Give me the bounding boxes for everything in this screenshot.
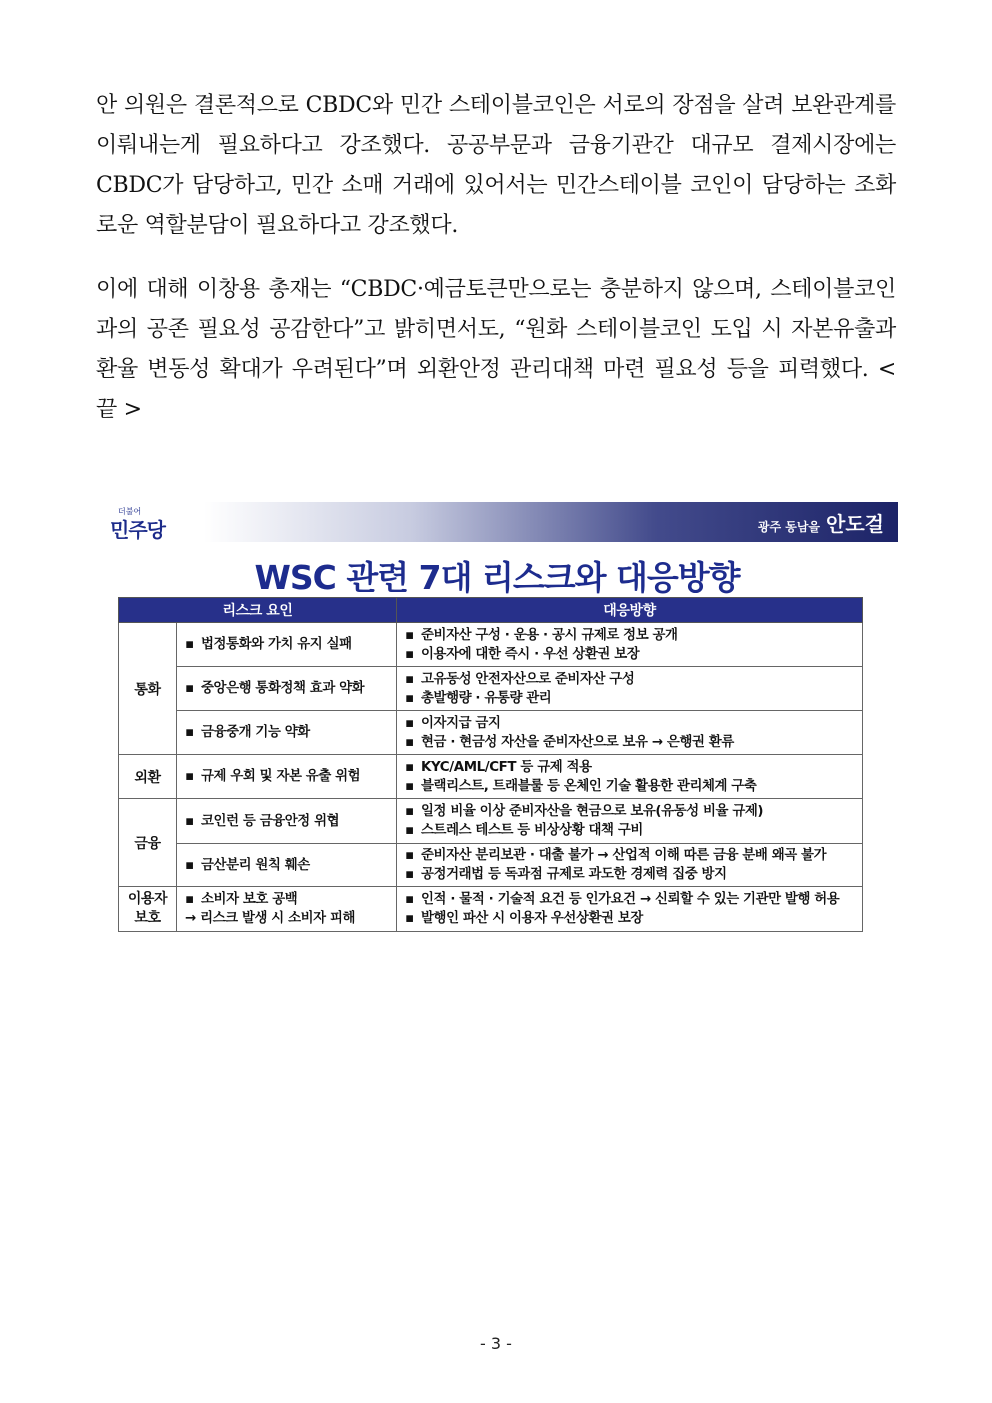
bullet-icon: ▪ [405,804,414,819]
response-cell [397,711,863,755]
bullet-icon: ▪ [405,734,414,750]
risk-factor-text: 법정통화와 가치 유지 실패 [201,637,352,652]
response-cell [397,799,863,844]
bullet-icon: ▪ [405,911,414,926]
bullet-icon: ▪ [405,627,414,643]
risk-factor-cell [177,887,397,932]
risk-factor-line [185,890,396,909]
bullet-icon: ▪ [185,637,194,652]
party-logo [104,506,204,540]
table-row [119,799,863,844]
response-cell [397,887,863,932]
response-cell [397,667,863,711]
risk-factor-text: 금산분리 원칙 훼손 [201,857,310,873]
response-text: 발행인 파산 시 이용자 우선상환권 보장 [421,911,643,926]
response-text: KYC/AML/CFT 등 규제 적용 [421,759,592,775]
party-logo-name: 민주당 [110,518,165,542]
response-text: 준비자산 분리보관 · 대출 불가 → 산업적 이해 따른 금융 분배 왜곡 불가 [421,848,827,863]
response-cell [397,844,863,887]
response-text: 총발행량 · 유통량 관리 [421,690,552,706]
infographic-title: WSC 관련 7대 리스크와 대응방향 [254,558,740,597]
risk-factor-line [185,767,396,786]
bullet-icon: ▪ [405,715,414,731]
bullet-icon: ▪ [185,892,194,907]
response-text: 이용자에 대한 즉시 · 우선 상환권 보장 [421,646,640,662]
risk-factor-cell [177,755,397,799]
risk-factor-cell [177,711,397,755]
paragraph-governor-response: 이에 대해 이창용 총재는 “CBDC·예금토큰만으로는 충분하지 않으며, 스테이블코인과의 공존 필요성 공감한다”고 밝히면서도, “원화 스테이블코인 도입 시 자본유출과 환율 변동성 확대가 우려된다”며 외환안정 관리대책 마련 필요성 등을 피력했다. < 끝 > [96,277,896,422]
response-line [405,689,862,708]
bullet-icon: ▪ [185,857,194,873]
bullet-icon: ▪ [185,681,194,696]
bullet-icon: ▪ [185,813,194,829]
response-line [405,758,862,777]
response-line [405,846,862,865]
page-number: - 3 - [480,1334,512,1353]
bullet-icon: ▪ [405,778,414,794]
response-text: 고유동성 안전자산으로 준비자산 구성 [421,671,635,687]
table-row [119,711,863,755]
bullet-icon: ▪ [405,848,414,863]
response-text: 공정거래법 등 독과점 규제로 과도한 경제력 집중 방지 [421,867,727,882]
risk-factor-text: → 리스크 발생 시 소비자 피해 [185,911,356,926]
member-name: 안도걸 [826,512,884,536]
risk-factor-line [185,723,396,742]
response-cell [397,623,863,667]
risk-factor-cell [177,844,397,887]
header-response: 대응방향 [397,598,863,623]
bullet-icon: ▪ [185,769,194,784]
response-line [405,909,862,928]
bullet-icon: ▪ [185,725,194,740]
risk-factor-text: 중앙은행 통화정책 효과 약화 [201,681,365,696]
response-line [405,645,862,664]
risk-table [118,597,863,932]
bullet-icon: ▪ [405,690,414,706]
response-text: 이자지급 금지 [421,715,501,731]
risk-factor-line [185,635,396,654]
risk-factor-text: 소비자 보호 공백 [201,892,298,907]
response-line [405,670,862,689]
response-text: 준비자산 구성 · 운용 · 공시 규제로 정보 공개 [421,627,678,643]
bullet-icon: ▪ [405,823,414,838]
bullet-icon: ▪ [405,867,414,882]
risk-factor-text: 금융중개 기능 약화 [201,725,310,740]
party-logo-small-text: 더불어 [118,507,142,516]
risk-factor-line [185,909,396,928]
response-line [405,714,862,733]
category-cell: 외환 [119,755,177,799]
response-line [405,865,862,884]
table-row [119,887,863,932]
response-line [405,890,862,909]
risk-factor-line [185,679,396,698]
bullet-icon: ▪ [405,759,414,775]
risk-table-body [119,623,863,932]
response-line [405,777,862,796]
bullet-icon: ▪ [405,671,414,687]
risk-factor-cell [177,667,397,711]
bullet-icon: ▪ [405,892,414,907]
category-cell: 통화 [119,623,177,755]
response-line [405,802,862,821]
risk-factor-line [185,856,396,875]
response-line [405,821,862,840]
category-cell: 금융 [119,799,177,887]
risk-factor-cell [177,623,397,667]
member-region: 광주 동남을 [757,520,821,534]
category-cell: 이용자 보호 [119,887,177,932]
response-text: 인적 · 물적 · 기술적 요건 등 인가요건 → 신뢰할 수 있는 기관만 발행 허용 [421,892,840,907]
table-row [119,844,863,887]
risk-factor-cell [177,799,397,844]
member-label [758,508,884,537]
response-text: 현금 · 현금성 자산을 준비자산으로 보유 → 은행권 환류 [421,734,734,750]
risk-factor-line [185,812,396,831]
paragraph-conclusion: 안 의원은 결론적으로 CBDC와 민간 스테이블코인은 서로의 장점을 살려 보완관계를 이뤄내는게 필요하다고 강조했다. 공공부문과 금융기관간 대규모 결제시장에는 CBDC가 담당하고, 민간 소매 거래에 있어서는 민간스테이블 코인이 담당하는 조화로운 역할분담이 필요하다고 강조했다. [96,93,896,238]
infographic-banner [96,502,898,542]
table-row [119,623,863,667]
bullet-icon: ▪ [405,646,414,662]
response-line [405,626,862,645]
table-row [119,667,863,711]
response-text: 일정 비율 이상 준비자산을 현금으로 보유(유동성 비율 규제) [421,804,764,819]
risk-factor-text: 규제 우회 및 자본 유출 위험 [201,769,361,784]
risk-factor-text: 코인런 등 금융안정 위협 [201,813,340,829]
table-row [119,755,863,799]
response-text: 스트레스 테스트 등 비상상황 대책 구비 [421,823,643,838]
response-text: 블랙리스트, 트래블룰 등 온체인 기술 활용한 관리체계 구축 [421,778,757,794]
header-risk-factor: 리스크 요인 [119,598,397,623]
response-line [405,733,862,752]
table-header-row [119,598,863,623]
response-cell [397,755,863,799]
